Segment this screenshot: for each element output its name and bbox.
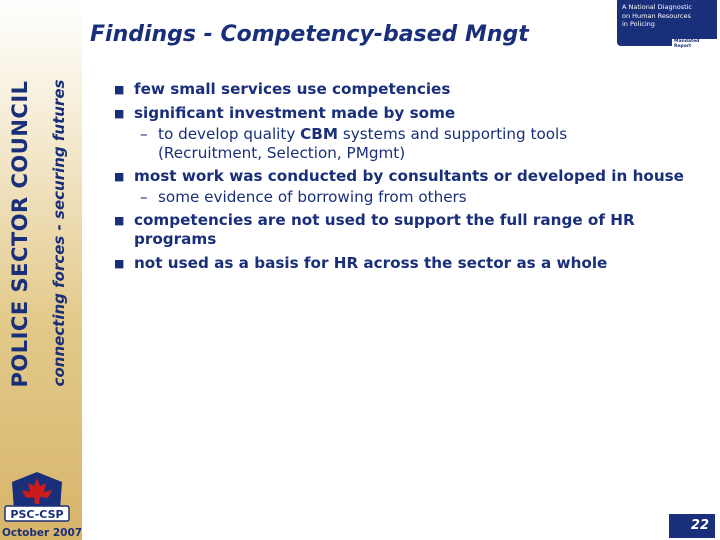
list-item [112,80,712,99]
date-label: October 2007 [2,527,83,539]
slide-title: Findings - Competency-based Mngt [90,22,529,47]
list-item-text: competencies are not used to support the full range of HR programs [134,211,635,248]
list-item-text: significant investment made by some [134,104,456,122]
square-bullet-icon: ■ [114,107,125,120]
list-item [112,254,712,273]
dash-bullet-icon: – [140,125,148,143]
list-item [112,104,712,123]
sub-item-text: to develop quality [158,125,301,143]
maple-leaf-shield-icon [2,470,72,526]
square-bullet-icon: ■ [114,214,125,227]
badge-line: A National Diagnostic [622,3,692,11]
list-item [112,167,712,186]
badge-line: on Human Resources [622,11,691,20]
badge-subtitle: Mandated Report [672,39,720,49]
list-item [112,211,712,249]
list-item-text: most work was conducted by consultants or developed in house [134,167,684,185]
logo-text: PSC-CSP [10,508,64,521]
list-item-text: not used as a basis for HR across the sector as a whole [134,254,608,272]
council-title [0,58,40,410]
council-title-text: POLICE SECTOR COUNCIL [8,80,32,388]
sub-list-item [112,125,712,163]
sub-list-item [112,188,712,207]
bullet-list [112,80,712,278]
page-number: 22 [669,514,715,538]
square-bullet-icon: ■ [114,170,125,183]
badge-text [622,3,702,29]
sub-item-text: some evidence of borrowing from others [158,188,467,206]
sub-item-text-after: systems and supporting tools [338,125,568,143]
badge-line: in Policing [622,20,655,28]
square-bullet-icon: ■ [114,83,125,96]
tagline [44,50,74,415]
list-item-text: few small services use competencies [134,80,451,98]
square-bullet-icon: ■ [114,257,125,270]
dash-bullet-icon: – [140,188,148,206]
sub-item-bold: CBM [300,125,338,143]
sub-item-text-line2: (Recruitment, Selection, PMgmt) [158,144,406,162]
tagline-text: connecting forces - securing futures [50,79,68,386]
